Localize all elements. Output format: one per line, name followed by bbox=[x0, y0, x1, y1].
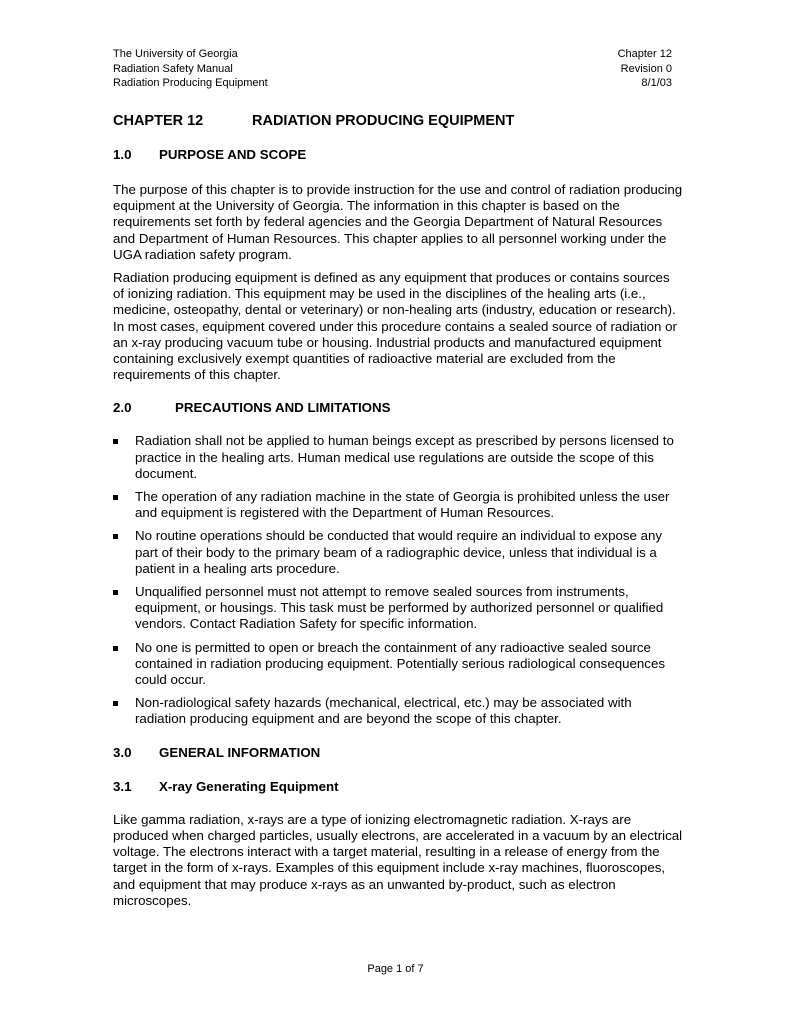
section-number: 3.1 bbox=[113, 778, 132, 794]
header-revision: Revision 0 bbox=[620, 62, 672, 75]
section-number: 2.0 bbox=[113, 400, 132, 416]
bullet-icon bbox=[113, 534, 118, 539]
bullet-icon bbox=[113, 590, 118, 595]
bullet-icon bbox=[113, 495, 118, 500]
page-number: Page 1 of 7 bbox=[367, 963, 424, 975]
chapter-heading bbox=[113, 110, 683, 134]
list-item bbox=[113, 433, 683, 482]
section-title: X-ray Generating Equipment bbox=[159, 778, 339, 794]
header-chapter: Chapter 12 bbox=[617, 48, 672, 60]
section-number: 3.0 bbox=[113, 744, 132, 760]
precautions-list bbox=[113, 433, 683, 727]
header-manual: Radiation Safety Manual bbox=[113, 62, 233, 75]
list-item bbox=[113, 640, 683, 689]
section-heading-2 bbox=[113, 399, 683, 417]
header-date: 8/1/03 bbox=[641, 77, 672, 89]
section-number: 1.0 bbox=[113, 147, 132, 162]
section-title: PRECAUTIONS AND LIMITATIONS bbox=[175, 400, 391, 416]
list-item bbox=[113, 584, 683, 633]
paragraph: Like gamma radiation, x-rays are a type of ionizing electromagnetic radiation. X-rays are produced when charged particles, usually electrons, are accelerated in a vacuum by an electrical voltage. The electrons interact with a target material, resulting in a release of energy from the target in the form of x-rays. Examples of this equipment include x-ray machines, fluoroscopes, and equipment that may produce x-rays as an unwanted by-product, such as electron microscopes. bbox=[113, 811, 683, 908]
list-item-text: Unqualified personnel must not attempt to remove sealed sources from instruments, equipment, or housings. This task must be performed by authorized personnel or qualified vendors. Contact Radiation Safety for specific information. bbox=[135, 584, 664, 632]
header-left-block bbox=[113, 47, 268, 91]
document-body bbox=[113, 110, 683, 909]
chapter-number: CHAPTER 12 bbox=[113, 113, 204, 129]
list-item-text: No one is permitted to open or breach the containment of any radioactive sealed source contained in radiation producing equipment. Potentially serious radiological consequences could occur. bbox=[135, 639, 665, 688]
section-heading-1 bbox=[113, 146, 683, 164]
bullet-icon bbox=[113, 439, 118, 444]
section-title: GENERAL INFORMATION bbox=[159, 744, 321, 760]
page-footer bbox=[0, 963, 791, 975]
list-item-text: No routine operations should be conducted that would require an individual to expose any part of their body to the primary beam of a radiographic device, unless that individual is a patient in a healing arts procedure. bbox=[135, 528, 663, 576]
header-subject: Radiation Producing Equipment bbox=[113, 77, 268, 89]
list-item bbox=[113, 528, 683, 577]
section-heading-3 bbox=[113, 744, 683, 762]
header-institution: The University of Georgia bbox=[113, 48, 238, 60]
section-title: PURPOSE AND SCOPE bbox=[159, 147, 307, 162]
header-right-block bbox=[618, 47, 672, 91]
bullet-icon bbox=[113, 701, 118, 706]
section-heading-3-1 bbox=[113, 778, 683, 796]
list-item-text: Radiation shall not be applied to human beings except as prescribed by persons licensed to practice in the healing arts. Human medical use regulations are outside the scope of this document. bbox=[135, 433, 674, 481]
bullet-icon bbox=[113, 646, 118, 651]
list-item bbox=[113, 695, 683, 727]
list-item-text: Non-radiological safety hazards (mechanical, electrical, etc.) may be associated with radiation producing equipment and are beyond the scope of this chapter. bbox=[135, 695, 632, 727]
list-item-text: The operation of any radiation machine in the state of Georgia is prohibited unless the user and equipment is registered with the Department of Human Resources. bbox=[135, 489, 670, 521]
paragraph: The purpose of this chapter is to provide instruction for the use and control of radiation producing equipment at the University of Georgia. The information in this chapter is based on the requirements set forth by federal agencies and the Georgia Department of Natural Resources and Department of Human Resources. This chapter applies to all personnel working under the UGA radiation safety program. bbox=[113, 182, 683, 262]
chapter-title: RADIATION PRODUCING EQUIPMENT bbox=[252, 113, 515, 129]
paragraph: Radiation producing equipment is defined as any equipment that produces or contains sources of ionizing radiation. This equipment may be used in the disciplines of the healing arts (i.e., medicine, osteopathy, dental or veterinary) or non-healing arts (industry, education or research). In most cases, equipment covered under this procedure contains a sealed source of radiation or an x-ray producing vacuum tube or housing. Industrial products and manufactured equipment containing exclusively exempt quantities of radioactive material are excluded from the requirements of this chapter. bbox=[113, 270, 677, 383]
list-item bbox=[113, 489, 683, 521]
